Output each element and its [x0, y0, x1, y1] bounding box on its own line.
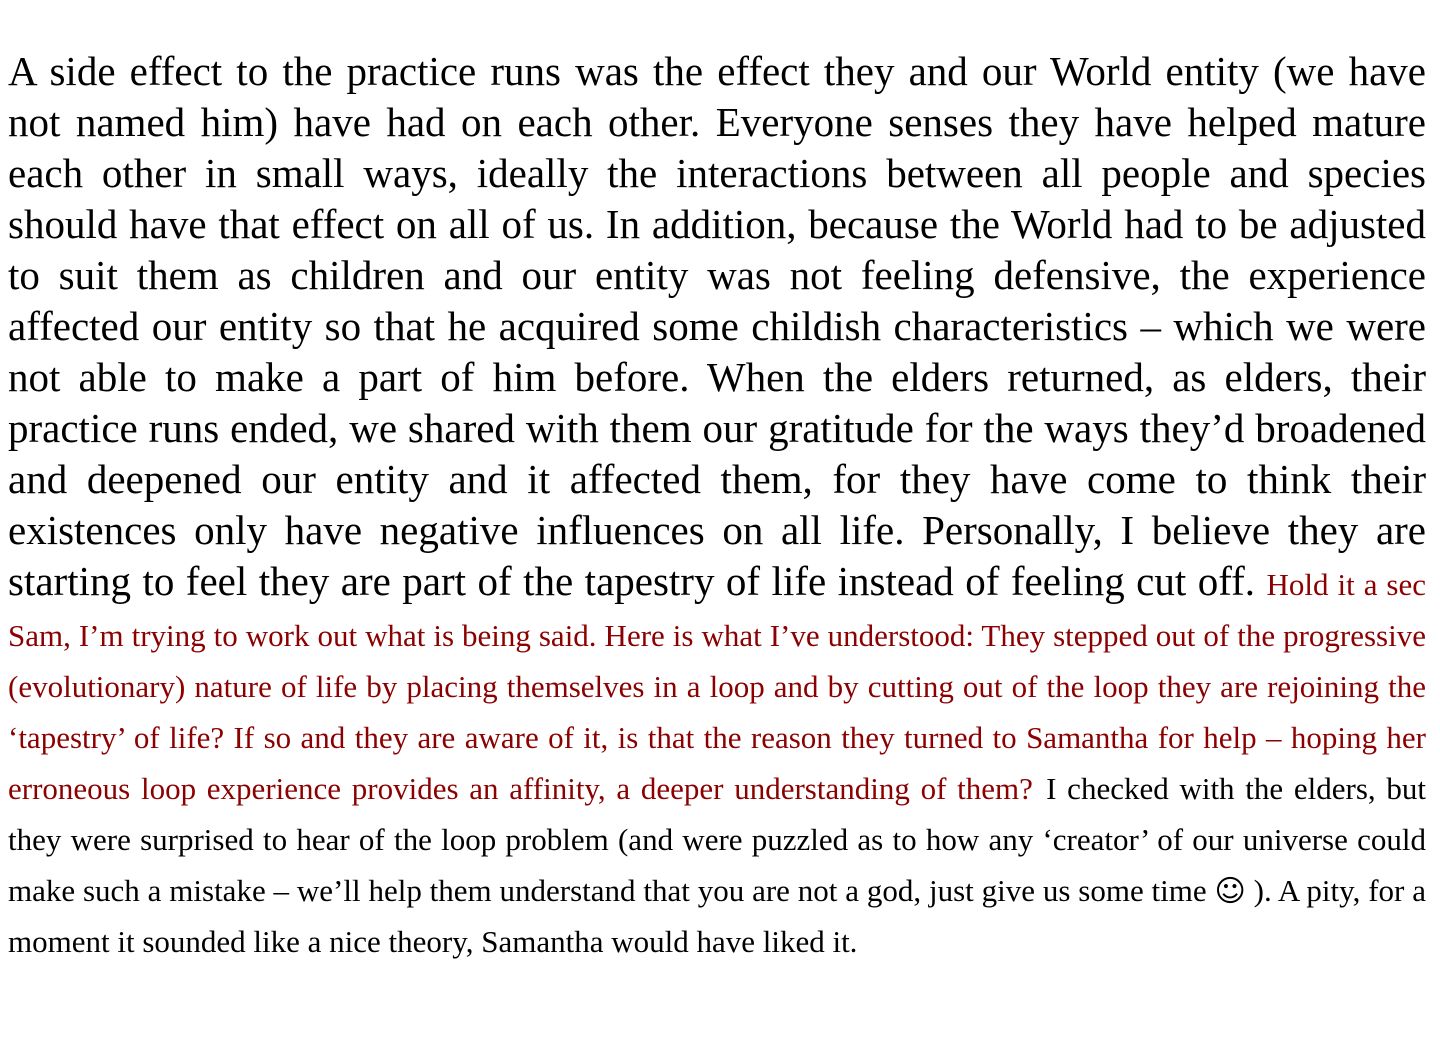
editor-note: Hold it a sec Sam, I’m trying to work out what is being said. Here is what I’ve understood: They stepped out of the progressive (evolutionary) nature of life by placing themselves in a loop and by cutting out of the loop they are rejoining the ‘tapestry’ of life? If so and they are aware of it, is that the reason they turned to Samantha for help – hoping her erroneous loop experience provides an affinity, a deeper understanding of them? [8, 567, 1427, 806]
reply-part-2: ). A pity, for a moment it sounded like a nice theory, Samantha would have liked it. [8, 873, 1426, 959]
reply-part-1: I checked with the elders, but they were surprised to hear of the loop problem (and were puzzled as to how any ‘creator’ of our universe could make such a mistake – we’ll help them understand that you are not a god, just give us some time [8, 771, 1427, 908]
document-body [8, 46, 1426, 964]
main-paragraph: A side effect to the practice runs was the effect they and our World entity (we have not named him) have had on each other. Everyone senses they have helped mature each other in small ways, ideally the interactions between all people and species should have that effect on all of us. In addition, because the World had to be adjusted to suit them as children and our entity was not feeling defensive, the experience affected our entity so that he acquired some childish characteristics – which we were not able to make a part of him before. When the elders returned, as elders, their practice runs ended, we shared with them our gratitude for the ways they’d broadened and deepened our entity and it affected them, for they have come to think their existences only have negative influences on all life. Personally, I believe they are starting to feel they are part of the tapestry of life instead of feeling cut off. [8, 48, 1426, 604]
smiley-icon: ☺ [1214, 874, 1246, 909]
document-page [8, 46, 1426, 964]
